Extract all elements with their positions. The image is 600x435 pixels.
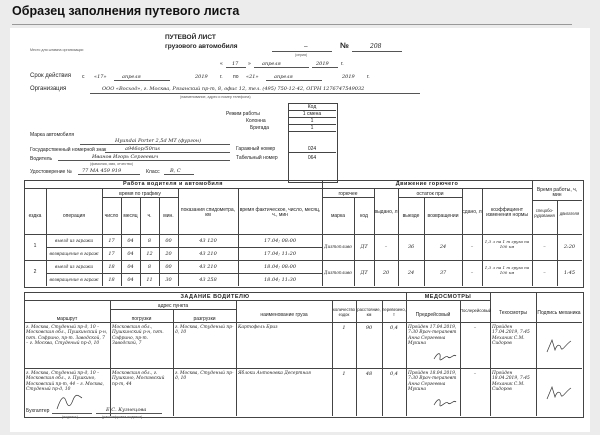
cell-value: 20 <box>382 270 390 276</box>
class-value: В, С <box>170 168 181 174</box>
cell-value: г. Москва, Студеный пр-д, 10 – Московская обл., г. Пушкино, Московский пр-т, 44 – г. Москва, Студеный пр-д, 10 <box>26 371 105 393</box>
cell-value: 1:45 <box>563 270 576 276</box>
h-post-trip: Послерейсовый <box>460 308 492 313</box>
cell-value: 00 <box>165 264 172 270</box>
cell-value: – <box>473 371 477 377</box>
cell-value: выезд из гаража <box>55 264 93 269</box>
cert-label: Удостоверение № <box>30 169 73 175</box>
mechanic-signature-1 <box>544 336 574 356</box>
h-actual: время фактическое, число, месяц, ч., мин <box>239 207 321 218</box>
fuel-table-heading: Движение горючего <box>395 181 459 187</box>
brigade-value: 1 <box>310 125 314 131</box>
accountant-label: Бухгалтер <box>26 408 50 414</box>
page-title: Образец заполнения путевого листа <box>12 4 240 18</box>
h-remain-return: возвращении <box>427 213 459 219</box>
cell-value: 17 <box>108 251 115 257</box>
cell-value: 04 <box>127 264 134 270</box>
series-dash: – <box>304 43 308 50</box>
cell-value: Дизтопливо <box>324 244 352 249</box>
medical-heading: МЕДОСМОТРЫ <box>424 294 472 300</box>
validity-month-from: апреля <box>122 74 141 80</box>
cell-value: 18 <box>108 264 115 270</box>
stamp-place-label: Место для штампа организации <box>30 48 84 52</box>
cell-value: 30 <box>165 277 172 283</box>
org-value: ООО «Восход», г. Москва, Рязанский пр-т, 8, офис 12, тел. (495) 750-12-42, ОГРН 1276747549032 <box>102 86 365 92</box>
cell-value: 11 <box>146 277 153 283</box>
h-minutes: мин. <box>163 213 174 219</box>
cell-value: 04 <box>127 238 134 244</box>
cell-value: 18 <box>108 277 115 283</box>
date-quote-close: » <box>248 61 251 67</box>
h-handed: сдано, л <box>462 209 482 215</box>
garage-value: 024 <box>307 146 317 152</box>
cell-value: г. Москва, Студеный пр-д, 10 <box>175 371 234 382</box>
h-day: число <box>104 213 119 219</box>
date-quote-open: « <box>220 61 223 67</box>
cell-value: – <box>470 244 474 250</box>
cell-value: Картофель Бриз <box>238 325 278 330</box>
h-issued: выдано, л <box>374 209 398 215</box>
h-mechanic-sign: Подпись механика <box>537 310 581 316</box>
mechanic-signature-2 <box>544 383 574 403</box>
cell-value: ДТ <box>360 244 368 250</box>
validity-year-to: 2019 <box>342 74 355 80</box>
cell-value: Московская обл., г. Пушкино, Московский пр-т, 44 <box>112 371 165 387</box>
vehicle-plate: а946ор/50rus <box>125 146 160 152</box>
h-schedule: время по графику <box>119 191 161 197</box>
cell-value: Пройден 17.04.2019, 7:30 Врач-терапевт Анна Сергеевна Мукина <box>408 325 457 347</box>
date-year-suffix: г. <box>341 61 344 67</box>
h-remain-out: выезде <box>402 213 420 219</box>
cell-value: Московская обл., Пушкинский р-н, пгт. Софрино, пр-т. Заводской, 7 <box>112 325 164 347</box>
codes-header: Код <box>307 104 317 110</box>
cell-value: выезд из гаража <box>55 238 93 243</box>
validity-g2: г. <box>367 74 370 80</box>
h-unloading: разгрузки <box>193 316 216 322</box>
h-operation: операция <box>62 213 86 219</box>
column-value: 1 <box>310 118 314 124</box>
cell-value: 43 210 <box>199 251 217 257</box>
doctor-signature-1 <box>432 350 458 362</box>
h-distance: расстояние, км <box>357 307 381 317</box>
cell-value: 1 <box>342 325 346 331</box>
cell-value: 37 <box>439 270 447 276</box>
cell-value: 1 <box>342 371 346 377</box>
cell-value: возвращение в гараж <box>49 277 99 282</box>
cert-number: 77 МА 459 919 <box>82 168 122 174</box>
cell-value: Пройден 17.04.2019, 7:45 Механик С.М. Сидоров <box>492 325 530 347</box>
work-table-heading: Работа водителя и автомобиля <box>122 181 224 187</box>
tab-label: Табельный номер <box>236 155 278 161</box>
h-engine: двигателя <box>559 211 580 216</box>
validity-from: с <box>82 74 85 80</box>
cell-value: – <box>543 270 546 276</box>
date-year: 2019 <box>316 61 329 67</box>
garage-label: Гаражный номер <box>236 146 276 152</box>
cell-value: 18.04; 11:30 <box>264 277 296 283</box>
series-label: (серия) <box>295 53 308 57</box>
h-fuel: горючее <box>338 191 358 197</box>
org-hint: (наименование, адрес и номер телефона) <box>180 95 251 99</box>
h-coef: коэффициент изменения нормы <box>486 207 528 218</box>
accountant-sign-hint: (подпись) <box>62 415 78 419</box>
cell-value: – <box>543 244 546 250</box>
mode-value: 1 смена <box>302 111 322 117</box>
plate-label: Государственный номерной знак <box>30 147 107 153</box>
tab-value: 064 <box>307 155 317 161</box>
doctor-signature-2 <box>432 396 458 408</box>
class-label: Класс <box>146 169 160 175</box>
h-equipment: спецобо-рудования <box>534 208 555 218</box>
h-fuel-brand: марка <box>330 213 346 219</box>
h-route: маршрут <box>56 316 78 322</box>
cell-value: 04 <box>127 251 134 257</box>
cell-value: 1 <box>33 243 37 249</box>
h-hours: ч. <box>147 213 152 219</box>
cell-value: Пройден 18.04.2019, 7:30 Врач-терапевт Анна Сергеевна Мукина <box>408 371 457 393</box>
date-month: апреля <box>262 61 281 67</box>
cell-value: 00 <box>165 238 172 244</box>
brigade-label: Бригада <box>250 125 270 131</box>
cell-value: 48 <box>365 371 373 377</box>
cell-value: 17.04; 11:20 <box>264 251 296 257</box>
h-month: месяц <box>123 213 138 219</box>
cell-value: Яблоки Антоновка Десертная <box>238 371 311 376</box>
cell-value: – <box>473 325 477 331</box>
waybill-number: 208 <box>370 43 382 50</box>
h-cargo: наименование груза <box>260 312 308 318</box>
cell-value: 24 <box>439 244 447 250</box>
cell-value: 1,3 л на 1 т груза на 100 км <box>484 239 530 249</box>
h-odometer: показания спидометра, км <box>180 207 236 218</box>
task-heading: ЗАДАНИЕ ВОДИТЕЛЮ <box>180 294 250 300</box>
cell-value: 43 120 <box>199 238 217 244</box>
cell-value: 04 <box>127 277 134 283</box>
cell-value: 12 <box>146 251 153 257</box>
validity-g1: г. <box>220 74 223 80</box>
cell-value: 17 <box>108 238 115 244</box>
cell-value: – <box>384 244 388 250</box>
driver-hint: (фамилия, имя, отчество) <box>90 162 134 166</box>
doc-subtitle: грузового автомобиля <box>165 43 238 50</box>
cell-value: г. Москва, Студеный пр-д, 10 – Московская обл., Пушкинский р-н, пгт. Софрино, пр-т. Заводской, 7 – г. Москва, Студеный пр-д, 10 <box>26 325 108 347</box>
driver-label: Водитель <box>30 156 53 162</box>
cell-value: 18.04; 08:00 <box>264 264 296 270</box>
brand-label: Марка автомобиля <box>30 132 75 138</box>
cell-value: 17.04; 08:00 <box>264 238 296 244</box>
h-fuel-code: код <box>360 213 368 219</box>
h-loading: погрузки <box>131 316 152 322</box>
cell-value: Дизтопливо <box>324 270 352 275</box>
h-pre-trip: Предрейсовый <box>415 312 451 318</box>
cell-value: 20 <box>165 251 172 257</box>
column-label: Колонна <box>246 118 266 124</box>
org-label: Организация <box>30 86 67 92</box>
cell-value: 36 <box>407 244 415 250</box>
cell-value: 43 258 <box>199 277 217 283</box>
cell-value: Пройден 18.04.2019, 7:45 Механик С.М. Сидоров <box>492 371 530 393</box>
validity-day-from: 17 <box>97 74 104 80</box>
validity-year-from: 2019 <box>195 74 208 80</box>
special-heading: Время работы, ч, мин <box>536 187 578 198</box>
h-ride: ездка <box>28 213 42 219</box>
title-divider <box>12 24 572 25</box>
cell-value: 0,4 <box>390 325 398 331</box>
h-tech: Техосмотры <box>499 310 527 316</box>
h-trips: количество ездок <box>333 307 355 317</box>
h-tons: перевезено, т <box>382 307 406 317</box>
validity-label: Срок действия <box>30 73 72 79</box>
mode-label: Режим работы <box>226 111 260 117</box>
waybill-sheet: Место для штампа организации ПУТЕВОЙ ЛИСТ грузового автомобиля – (серия) № 208 « 17 » апреля 2019 г. Срок действия с «17» апреля 2019 г. по «21» апреля 2019 г. Организация ООО «Восход», г. Москва, Рязанский пр-т, 8, офис 12, тел. (495) 750-12-42, ОГРН 1276747549032 (наименование, адрес и номер телефона) Код Режим работы 1 смена Колонна 1 Бригада 1 Гаражный номер 024 Табельный номер 064 Марка автомобиля Hyundai Porter 2,5d MT (фургон) Государственный номерной знак а946ор/50rus Водитель Иванов Игорь Сергеевич (фамилия, имя, отчество) Удостоверение № 77 МА 459 919 Класс В, С Работа водителя и автомобиля Движение горючего Время работы, ч, мин ездка операция время по графику число месяц ч. мин. показания спидометра, км время фактическое, число, месяц, ч., мин горючее марка код выдано, л остаток при выезде возвращении сдано, л коэффициент изменения нормы спецобо-рудования двигателя 1 выезд из гаража 17 04 8 00 43 120 17.04; 08:00 возвращение в гараж 17 04 12 20 43 210 17.04; 11:20 2 выезд из гаража 18 04 8 00 43 210 18.04; 08:00 возвращение в гараж 18 04 11 30 43 258 18.04; 11:30 Дизтопливо ДТ – 36 24 – 1,3 л на 1 т груза на 100 км – 2:20 Дизтопливо ДТ 20 24 37 – 1,3 л на 1 т груза на 100 км – 1:45 ЗАДАНИЕ ВОДИТЕЛЮ МЕДОСМОТРЫ Техосмотры Подпись механика маршрут адрес пункта погрузки разгрузки наименование груза количество ездок расстояние, км перевезено, т Предрейсовый Послерейсовый г. Москва, Студеный пр-д, 10 – Московская обл., Пушкинский р-н, пгт. Софрино, пр-т. Заводской, 7 – г. Москва, Студеный пр-д, 10 Московская обл., Пушкинский р-н, пгт. Софрино, пр-т. Заводской, 7 г. Москва, Студеный пр-д, 10 Картофель Бриз 1 90 0,4 Пройден 17.04.2019, 7:30 Врач-терапевт Анна Сергеевна Мукина – Пройден 17.04.2019, 7:45 Механик С.М. Сидоров г. Москва, Студеный пр-д, 10 – Московская обл., г. Пушкино, Московский пр-т, 44 – г. Москва, Студеный пр-д, 10 Московская обл., г. Пушкино, Московский пр-т, 44 г. Москва, Студеный пр-д, 10 Яблоки Антоновка Десертная 1 48 0,4 Пройден 18.04.2019, 7:30 Врач-терапевт Анна Сергеевна Мукина – Пройден 18.04.2019, 7:45 Механик С.М. Сидоров Бухгалтер (подпись) Е.С. Кузнецова (расшифровка подписи) <box>10 28 590 432</box>
date-day: 17 <box>232 61 239 67</box>
cell-value: 90 <box>365 325 373 331</box>
validity-month-to: апреля <box>274 74 293 80</box>
cell-value: 1,3 л на 1 т груза на 100 км <box>484 265 530 275</box>
cell-value: 8 <box>147 238 152 244</box>
cell-value: 24 <box>407 270 415 276</box>
cell-value: 2:20 <box>563 244 576 250</box>
validity-day-to: 21 <box>249 74 256 80</box>
accountant-name: Е.С. Кузнецова <box>106 407 147 413</box>
cell-value: ДТ <box>360 270 368 276</box>
cell-value: 2 <box>33 269 37 275</box>
h-address: адрес пункта <box>157 303 189 309</box>
accountant-hint: (расшифровка подписи) <box>102 415 143 419</box>
validity-to: по <box>233 74 239 80</box>
vehicle-brand: Hyundai Porter 2,5d MT (фургон) <box>115 138 202 144</box>
cell-value: – <box>470 270 474 276</box>
cell-value: возвращение в гараж <box>49 251 99 256</box>
cell-value: 43 210 <box>199 264 217 270</box>
driver-name: Иванов Игорь Сергеевич <box>92 154 159 160</box>
cell-value: г. Москва, Студеный пр-д, 10 <box>175 325 234 336</box>
cell-value: 8 <box>147 264 152 270</box>
h-remain: остаток при <box>416 191 444 197</box>
number-sign: № <box>340 41 349 50</box>
accountant-signature <box>54 392 84 412</box>
cell-value: 0,4 <box>390 371 398 377</box>
doc-title: ПУТЕВОЙ ЛИСТ <box>165 34 216 41</box>
